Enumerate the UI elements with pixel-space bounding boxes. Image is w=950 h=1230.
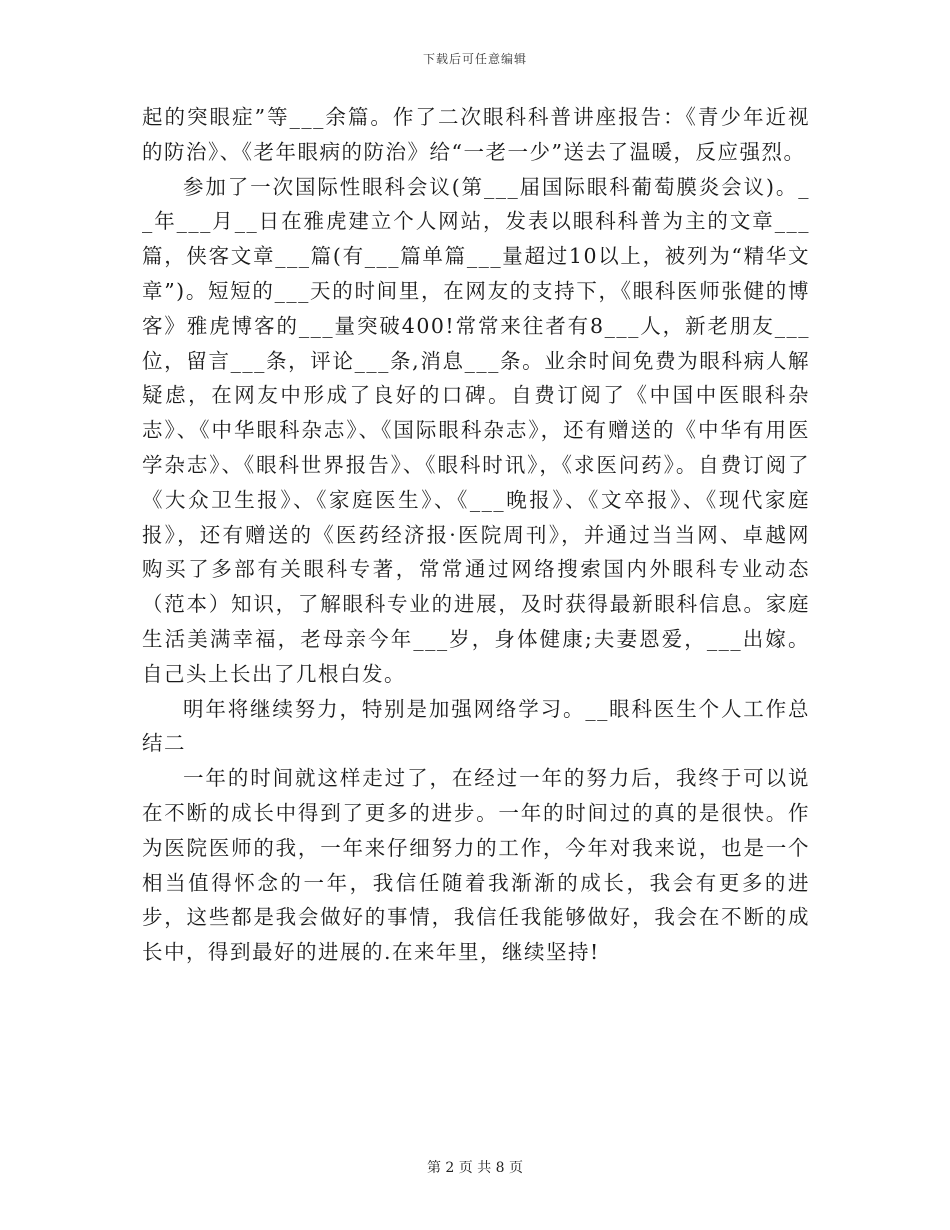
- paragraph-summary-two: 一年的时间就这样走过了，在经过一年的努力后，我终于可以说在不断的成长中得到了更多的进步。一年的时间过的真的是很快。作为医院医师的我，一年来仔细努力的工作，今年对我来说，也是一个相当值得怀念的一年，我信任随着我渐渐的成长，我会有更多的进步，这些都是我会做好的事情，我信任我能够做好，我会在不断的成长中，得到最好的进展的.在来年里，继续坚持!: [142, 766, 810, 965]
- paragraph-next-year: 明年将继续努力，特别是加强网络学习。__眼科医生个人工作总结二: [142, 696, 810, 756]
- paragraph-continuation: 起的突眼症”等___余篇。作了二次眼科科普讲座报告：《青少年近视的防治》、《老年眼病的防治》给“一老一少”送去了温暖，反应强烈。: [142, 105, 810, 164]
- page-number-footer: 第 2 页 共 8 页: [426, 1160, 524, 1176]
- paragraph-conference: 参加了一次国际性眼科会议(第___届国际眼科葡萄膜炎会议)。__年___月__日在雅虎建立个人网站，发表以眼科科普为主的文章___篇，侠客文章___篇(有___篇单篇___量超过10以上，被列为“精华文章”)。短短的___天的时间里，在网友的支持下，《眼科医师张健的博客》雅虎博客的___量突破400!常常来往者有8___人，新老朋友___位，留言___条，评论___条,消息___条。业余时间免费为眼科病人解疑虑，在网友中形成了良好的口碑。自费订阅了《中国中医眼科杂志》、《中华眼科杂志》、《国际眼科杂志》，还有赠送的《中华有用医学杂志》、《眼科世界报告》、《眼科时讯》，《求医问药》。自费订阅了《大众卫生报》、《家庭医生》、《___晚报》、《文卒报》、《现代家庭报》，还有赠送的《医药经济报·医院周刊》，并通过当当网、卓越网购买了多部有关眼科专著，常常通过网络搜索国内外眼科专业动态（范本）知识，了解眼科专业的进展，及时获得最新眼科信息。家庭生活美满幸福，老母亲今年___岁，身体健康;夫妻恩爱，___出嫁。自己头上长出了几根白发。: [142, 174, 810, 686]
- page-header-note: 下载后可任意编辑: [422, 52, 527, 66]
- document-body: [142, 100, 810, 970]
